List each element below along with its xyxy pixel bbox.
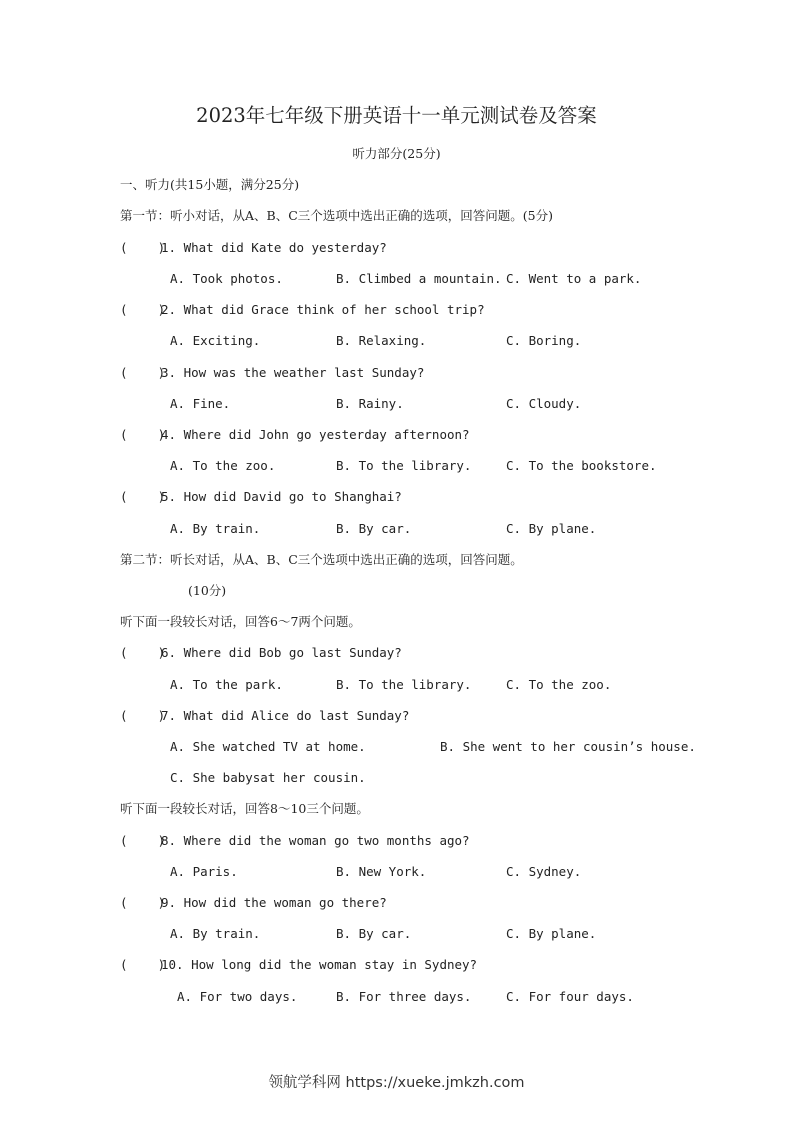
- question-text: 10. How long did the woman stay in Sydney?: [161, 957, 478, 972]
- option-c: C. Sydney.: [506, 864, 582, 879]
- option-b: B. Climbed a mountain.: [336, 271, 502, 286]
- option-b: B. Rainy.: [336, 396, 404, 411]
- option-c: C. By plane.: [506, 521, 597, 536]
- group1-instruction: 听下面一段较长对话，回答6～7两个问题。: [120, 614, 361, 629]
- answer-blank[interactable]: ( ): [120, 895, 166, 910]
- option-c: C. Went to a park.: [506, 271, 642, 286]
- answer-blank[interactable]: ( ): [120, 427, 166, 442]
- answer-blank[interactable]: ( ): [120, 240, 166, 255]
- option-a: A. Exciting.: [170, 333, 261, 348]
- option-a: A. She watched TV at home.: [170, 739, 366, 754]
- option-c: C. She babysat her cousin.: [170, 770, 366, 785]
- answer-blank[interactable]: ( ): [120, 708, 166, 723]
- option-a: A. By train.: [170, 521, 261, 536]
- option-b: B. By car.: [336, 926, 412, 941]
- question-text: 5. How did David go to Shanghai?: [161, 489, 402, 504]
- answer-blank[interactable]: ( ): [120, 365, 166, 380]
- option-b: B. By car.: [336, 521, 412, 536]
- section-heading: 一、听力(共15小题，满分25分): [120, 177, 300, 192]
- option-a: A. Paris.: [170, 864, 238, 879]
- option-a: A. By train.: [170, 926, 261, 941]
- question-text: 2. What did Grace think of her school trip?: [161, 302, 485, 317]
- option-b: B. Relaxing.: [336, 333, 427, 348]
- footer-watermark: 领航学科网 https://xueke.jmkzh.com: [268, 1075, 525, 1091]
- answer-blank[interactable]: ( ): [120, 489, 166, 504]
- option-a: A. To the park.: [170, 677, 283, 692]
- part2-points: (10分): [188, 583, 227, 598]
- question-text: 4. Where did John go yesterday afternoon?: [161, 427, 470, 442]
- option-c: C. By plane.: [506, 926, 597, 941]
- option-c: C. Cloudy.: [506, 396, 582, 411]
- question-text: 6. Where did Bob go last Sunday?: [161, 645, 402, 660]
- question-text: 7. What did Alice do last Sunday?: [161, 708, 410, 723]
- question-text: 8. Where did the woman go two months ago?: [161, 833, 470, 848]
- option-a: A. Took photos.: [170, 271, 283, 286]
- option-b: B. To the library.: [336, 677, 472, 692]
- option-b: B. For three days.: [336, 989, 472, 1004]
- option-a: A. To the zoo.: [170, 458, 276, 473]
- option-c: C. For four days.: [506, 989, 634, 1004]
- listening-subtitle: 听力部分(25分): [352, 146, 441, 161]
- group2-instruction: 听下面一段较长对话，回答8～10三个问题。: [120, 801, 369, 816]
- answer-blank[interactable]: ( ): [120, 302, 166, 317]
- part1-instruction: 第一节：听小对话，从A、B、C三个选项中选出正确的选项，回答问题。(5分): [120, 208, 553, 223]
- option-b: B. New York.: [336, 864, 427, 879]
- option-b: B. To the library.: [336, 458, 472, 473]
- option-c: C. Boring.: [506, 333, 582, 348]
- option-b: B. She went to her cousin’s house.: [440, 739, 696, 754]
- option-c: C. To the bookstore.: [506, 458, 657, 473]
- option-a: A. Fine.: [170, 396, 231, 411]
- part2-instruction: 第二节：听长对话，从A、B、C三个选项中选出正确的选项，回答问题。: [120, 552, 523, 567]
- question-text: 3. How was the weather last Sunday?: [161, 365, 425, 380]
- answer-blank[interactable]: ( ): [120, 833, 166, 848]
- option-a: A. For two days.: [177, 989, 298, 1004]
- question-text: 9. How did the woman go there?: [161, 895, 387, 910]
- question-text: 1. What did Kate do yesterday?: [161, 240, 387, 255]
- answer-blank[interactable]: ( ): [120, 957, 166, 972]
- page-title: 2023年七年级下册英语十一单元测试卷及答案: [196, 104, 597, 127]
- option-c: C. To the zoo.: [506, 677, 612, 692]
- answer-blank[interactable]: ( ): [120, 645, 166, 660]
